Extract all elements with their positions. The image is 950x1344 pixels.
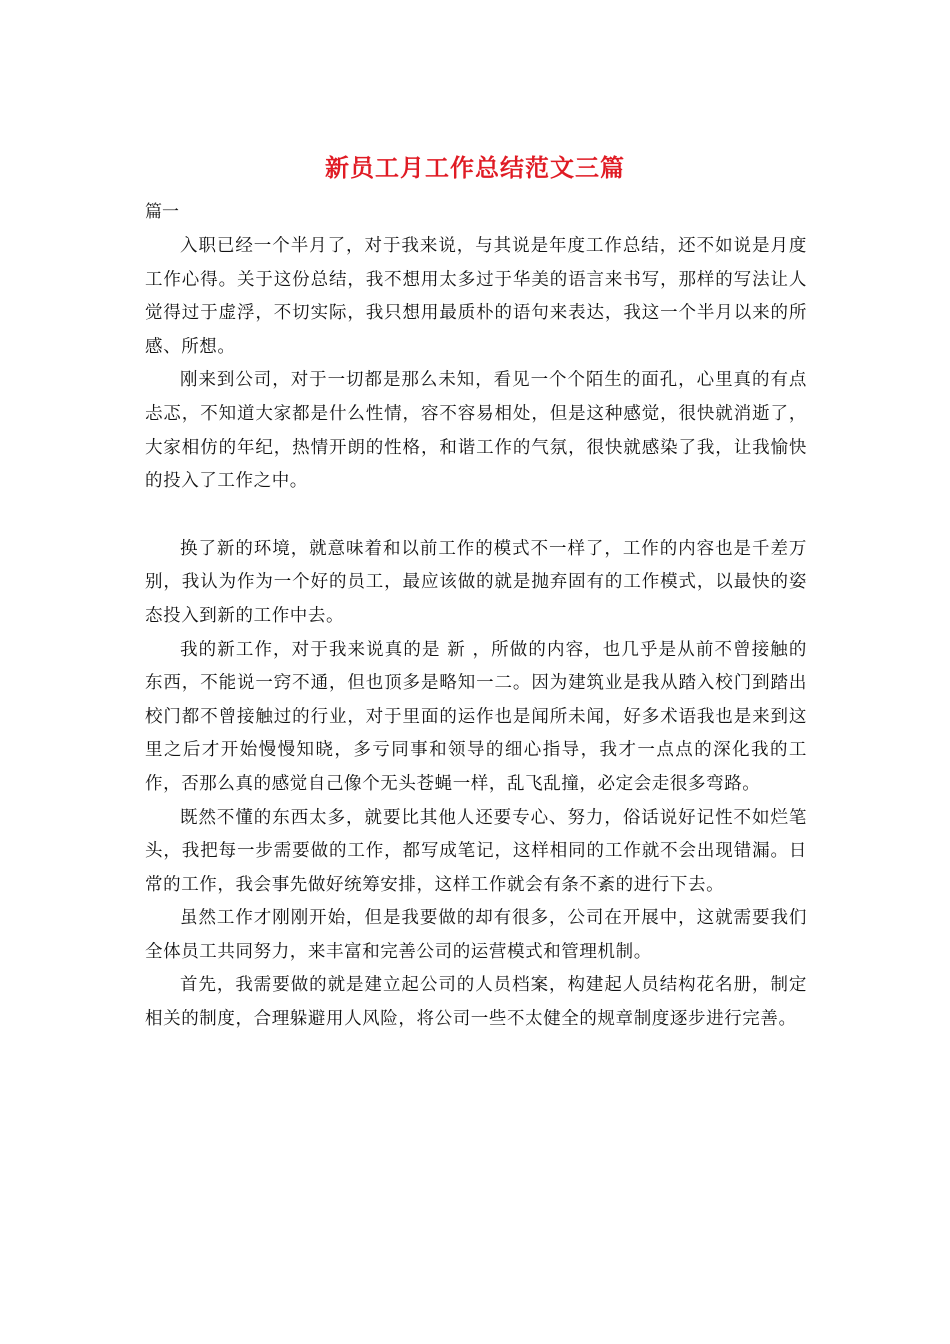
- paragraph: 首先，我需要做的就是建立起公司的人员档案，构建起人员结构花名册，制定相关的制度，合理躲避用人风险，将公司一些不太健全的规章制度逐步进行完善。: [145, 975, 807, 1030]
- paragraph: 我的新工作，对于我来说真的是 新 ，所做的内容，也几乎是从前不曾接触的东西，不能说一窍不通，但也顶多是略知一二。因为建筑业是我从踏入校门到踏出校门都不曾接触过的行业，对于里面的运作也是闻所未闻，好多术语我也是来到这里之后才开始慢慢知晓，多亏同事和领导的细心指导，我才一点点的深化我的工作，否那么真的感觉自己像个无头苍蝇一样，乱飞乱撞，必定会走很多弯路。: [145, 639, 807, 794]
- section-label: 篇一: [145, 202, 179, 222]
- document-body: [145, 230, 807, 1037]
- paragraph: 换了新的环境，就意味着和以前工作的模式不一样了，工作的内容也是千差万别，我认为作为一个好的员工，最应该做的就是抛弃固有的工作模式，以最快的姿态投入到新的工作中去。: [145, 538, 807, 626]
- paragraph: 入职已经一个半月了，对于我来说，与其说是年度工作总结，还不如说是月度工作心得。关于这份总结，我不想用太多过于华美的语言来书写，那样的写法让人觉得过于虚浮，不切实际，我只想用最质朴的语句来表达，我这一个半月以来的所感、所想。: [145, 236, 807, 357]
- paragraph: 刚来到公司，对于一切都是那么未知，看见一个个陌生的面孔，心里真的有点忐忑，不知道大家都是什么性情，容不容易相处，但是这种感觉，很快就消逝了，大家相仿的年纪，热情开朗的性格，和谐工作的气氛，很快就感染了我，让我愉快的投入了工作之中。: [145, 370, 807, 492]
- paragraph: 既然不懂的东西太多，就要比其他人还要专心、努力，俗话说好记性不如烂笔头，我把每一步需要做的工作，都写成笔记，这样相同的工作就不会出现错漏。日常的工作，我会事先做好统筹安排，这样工作就会有条不紊的进行下去。: [145, 807, 807, 895]
- document-title: 新员工月工作总结范文三篇: [325, 154, 625, 182]
- paragraph: 虽然工作才刚刚开始，但是我要做的却有很多，公司在开展中，这就需要我们全体员工共同努力，来丰富和完善公司的运营模式和管理机制。: [145, 908, 807, 962]
- blank-line: [145, 499, 807, 533]
